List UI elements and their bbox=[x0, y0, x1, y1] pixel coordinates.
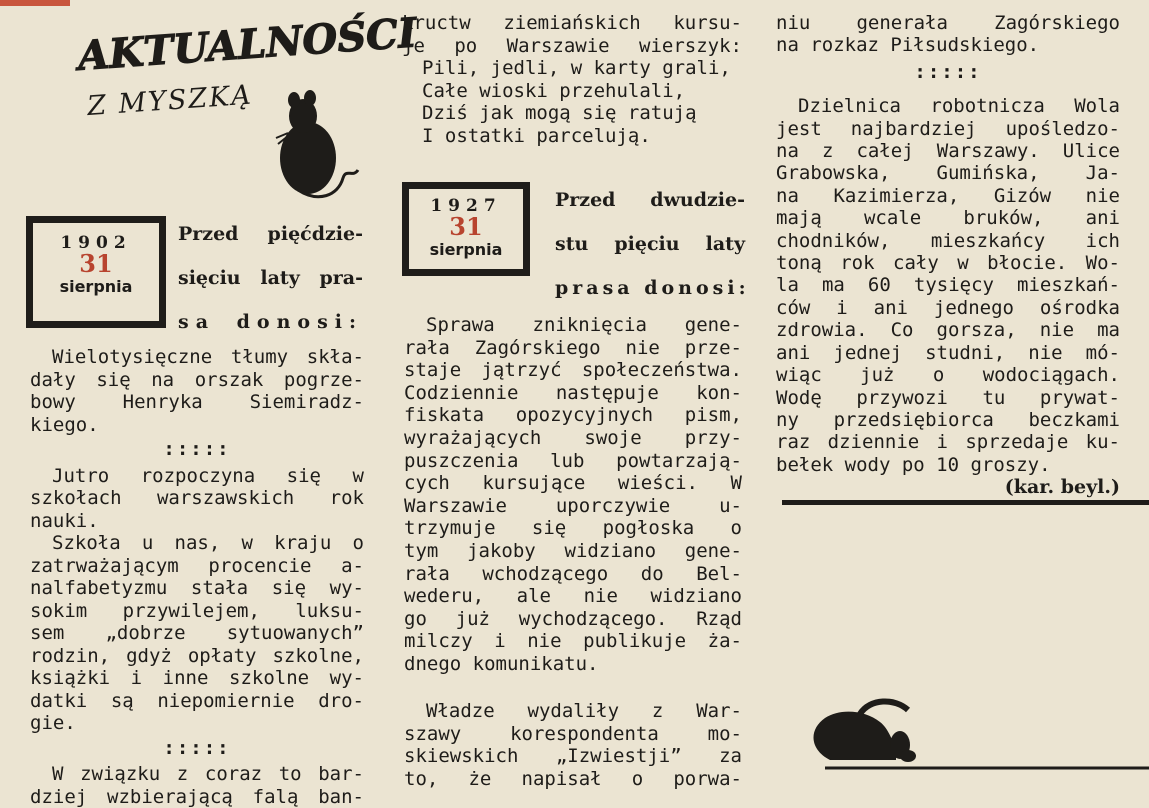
body-line: Codziennie następuje kon- bbox=[404, 382, 742, 405]
body-line: niu generała Zagórskiego bbox=[776, 12, 1120, 34]
body-line: książki i inne szkolne wy- bbox=[30, 667, 364, 690]
body-line: szawy korespondenta mo- bbox=[404, 723, 742, 746]
intro-line: Przed pięćdzie- bbox=[178, 212, 363, 256]
body-line: na Kazimierza, Gizów nie bbox=[776, 185, 1120, 207]
body-line: W związku z coraz to bar- bbox=[30, 763, 364, 786]
body-line: Grabowska, Gumińska, Ja- bbox=[776, 162, 1120, 184]
body-line: Warszawie uporczywie u- bbox=[404, 495, 742, 518]
body-line: ani jednej studni, nie mó- bbox=[776, 342, 1120, 364]
body-line: mają wcale bruków, ani bbox=[776, 207, 1120, 229]
body-line: nauki. bbox=[30, 510, 364, 533]
body-line: Dzielnica robotnicza Wola bbox=[776, 95, 1120, 117]
body-line: skiewskich „Izwiestji” za bbox=[404, 745, 742, 768]
red-top-strip bbox=[0, 0, 70, 6]
body-line: sem „dobrze sytuowanych” bbox=[30, 622, 364, 645]
signature: (kar. beyl.) bbox=[776, 476, 1120, 498]
poem-line: Dziś jak mogą się ratują bbox=[402, 102, 742, 125]
body-line: ców i ani jednego ośrodka bbox=[776, 297, 1120, 319]
intro-line: stu pięciu laty bbox=[555, 222, 745, 266]
date-year: 1902 bbox=[33, 234, 159, 252]
body-line: na z całej Warszawy. Ulice bbox=[776, 140, 1120, 162]
body-line: zdrowia. Co gorsza, nie ma bbox=[776, 319, 1120, 341]
column-2-top bbox=[402, 12, 742, 147]
body-line: la ma 60 tysięcy mieszkań- bbox=[776, 274, 1120, 296]
body-line: chodników, mieszkańcy ich bbox=[776, 230, 1120, 252]
mouse-running-icon bbox=[800, 690, 1149, 780]
body-line: bełek wody po 10 groszy. bbox=[776, 454, 1120, 476]
intro-line: Przed dwudzie- bbox=[555, 178, 745, 222]
body-line: go już wychodzącego. Rząd bbox=[404, 608, 742, 631]
rule-line bbox=[782, 500, 1149, 505]
header-title-lettering bbox=[70, 10, 370, 80]
body-line: kiego. bbox=[30, 414, 364, 437]
poem-line: Całe wioski przehulali, bbox=[402, 80, 742, 103]
intro-line: prasa donosi: bbox=[555, 266, 745, 310]
body-line: raz dziennie i sprzedaje ku- bbox=[776, 431, 1120, 453]
column-3-body bbox=[776, 12, 1120, 499]
separator: ::::: bbox=[30, 438, 364, 461]
column-2-body bbox=[404, 314, 742, 676]
body-line: Sprawa zniknięcia gene- bbox=[404, 314, 742, 337]
body-line: Jutro rozpoczyna się w bbox=[30, 465, 364, 488]
separator: ::::: bbox=[30, 737, 364, 760]
body-line: puszczenia lub powtarzają- bbox=[404, 450, 742, 473]
body-line: zatrważającym procencie a- bbox=[30, 555, 364, 578]
body-line: szkołach warszawskich rok bbox=[30, 487, 364, 510]
date-year: 1927 bbox=[409, 197, 523, 215]
date-day: 31 bbox=[33, 252, 159, 276]
body-line: fiskata opozycyjnych pism, bbox=[404, 404, 742, 427]
column-2-bottom bbox=[404, 700, 742, 790]
poem-line: I ostatki parcelują. bbox=[402, 125, 742, 148]
body-line: rała wchodzącego do Bel- bbox=[404, 563, 742, 586]
body-line: toną rok cały w błocie. Wo- bbox=[776, 252, 1120, 274]
body-line: gie. bbox=[30, 712, 364, 735]
body-line: kructw ziemiańskich kursu- bbox=[402, 12, 742, 35]
body-line: bowy Henryka Siemiradz- bbox=[30, 391, 364, 414]
intro-line: sięciu laty pra- bbox=[178, 256, 363, 300]
body-line: ny przedsiębiorca beczkami bbox=[776, 409, 1120, 431]
header-title: AKTUALNOŚCI bbox=[72, 9, 419, 80]
intro-1927 bbox=[555, 178, 745, 310]
header-subtitle-lettering bbox=[85, 75, 265, 125]
body-line: trzymuje się pogłoska o bbox=[404, 517, 742, 540]
body-line: Wielotysięczne tłumy skła- bbox=[30, 346, 364, 369]
date-box-1927 bbox=[402, 182, 530, 276]
body-line: wederu, ale nie widziano bbox=[404, 585, 742, 608]
body-line: je po Warszawie wierszyk: bbox=[402, 35, 742, 58]
body-line: wyrażających swoje przy- bbox=[404, 427, 742, 450]
intro-1902 bbox=[178, 212, 363, 344]
body-line: Wodę przywozi tu prywat- bbox=[776, 387, 1120, 409]
body-line: rała Zagórskiego nie prze- bbox=[404, 337, 742, 360]
date-month: sierpnia bbox=[409, 239, 523, 261]
date-day: 31 bbox=[409, 215, 523, 239]
body-line: milczy i nie publikuje ża- bbox=[404, 630, 742, 653]
body-line: sokim przywilejem, luksu- bbox=[30, 600, 364, 623]
body-line: Szkoła u nas, w kraju o bbox=[30, 532, 364, 555]
body-line: dały się na orszak pogrze- bbox=[30, 369, 364, 392]
date-month: sierpnia bbox=[33, 276, 159, 298]
body-line: nalfabetyzmu stała się wy- bbox=[30, 577, 364, 600]
body-line: dnego komunikatu. bbox=[404, 653, 742, 676]
date-box-1902 bbox=[26, 216, 166, 328]
column-1-body bbox=[30, 346, 364, 808]
body-line: tym jakoby widziano gene- bbox=[404, 540, 742, 563]
body-line: Władze wydaliły z War- bbox=[404, 700, 742, 723]
mouse-sitting-icon bbox=[258, 78, 368, 203]
body-line: rodzin, gdyż opłaty szkolne, bbox=[30, 645, 364, 668]
body-line: wiąc już o wodociągach. bbox=[776, 364, 1120, 386]
body-line: staje jątrzyć społeczeństwa. bbox=[404, 359, 742, 382]
header-subtitle: Z MYSZKĄ bbox=[85, 80, 254, 123]
body-line: dziej wzbierającą falą ban- bbox=[30, 786, 364, 808]
body-line: to, że napisał o porwa- bbox=[404, 768, 742, 791]
body-line: jest najbardziej upośledzo- bbox=[776, 118, 1120, 140]
body-line: cych kursujące wieści. W bbox=[404, 472, 742, 495]
separator: ::::: bbox=[776, 61, 1120, 83]
intro-line: sa donosi: bbox=[178, 300, 363, 344]
body-line: datki są niepomiernie dro- bbox=[30, 690, 364, 713]
body-line: na rozkaz Piłsudskiego. bbox=[776, 34, 1120, 56]
poem-line: Pili, jedli, w karty grali, bbox=[402, 57, 742, 80]
